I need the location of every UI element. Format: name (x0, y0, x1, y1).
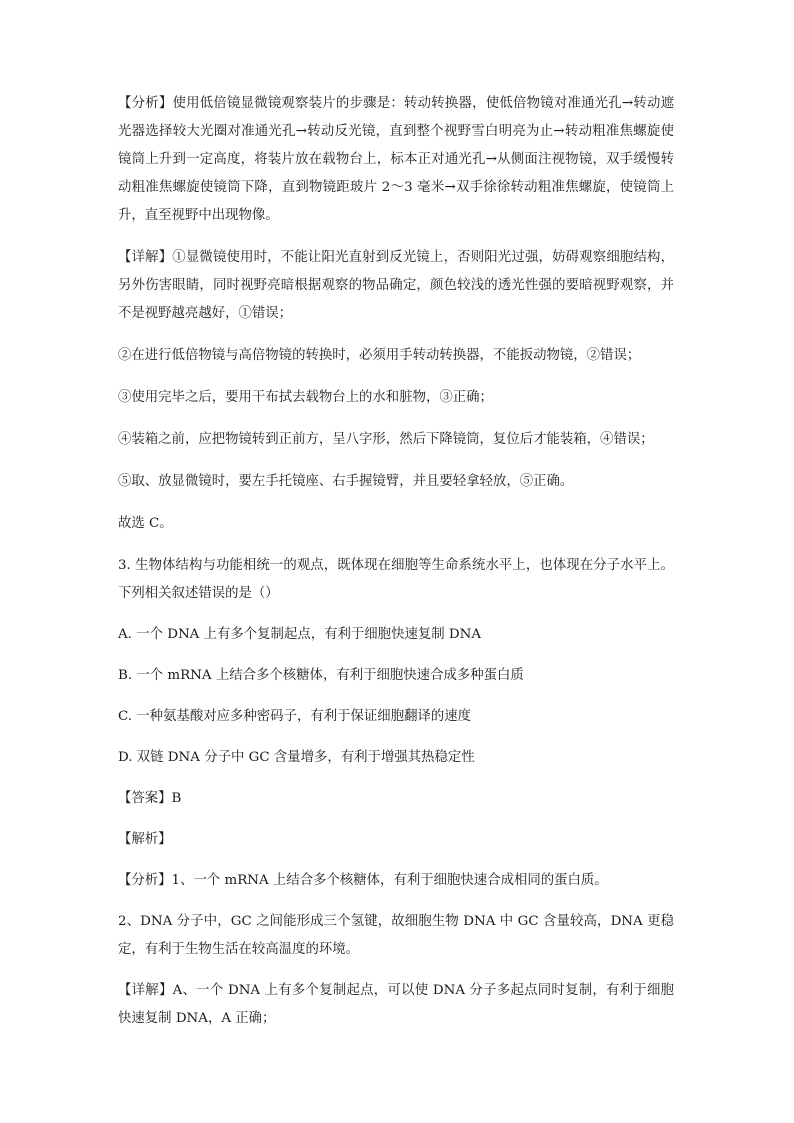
option-b: B. 一个 mRNA 上结合多个核糖体，有利于细胞快速合成多种蛋白质 (118, 668, 524, 683)
analysis-point-2: 2、DNA 分子中，GC 之间能形成三个氢键，故细胞生物 DNA 中 GC 含量较高，DNA 更稳定，有利于生物生活在较高温度的环境。 (118, 914, 674, 957)
detail-option-a: 【详解】A、一个 DNA 上有多个复制起点，可以使 DNA 分子多起点同时复制，有利于细胞快速复制 DNA，A 正确； (118, 983, 674, 1026)
answer-choice-line: 故选 C。 (118, 516, 173, 531)
document-page (118, 90, 674, 1033)
option-c: C. 一种氨基酸对应多种密码子，有利于保证细胞翻译的速度 (118, 709, 472, 724)
analysis-point-1: 【分析】1、一个 mRNA 上结合多个核糖体，有利于细胞快速合成相同的蛋白质。 (118, 873, 608, 888)
question-stem: 3. 生物体结构与功能相统一的观点，既体现在细胞等生命系统水平上，也体现在分子水平上。下列相关叙述错误的是（） (118, 558, 674, 601)
detail-paragraph-1: 【详解】①显微镜使用时，不能让阳光直射到反光镜上，否则阳光过强，妨碍观察细胞结构，另外伤害眼睛，同时视野亮暗根据观察的物品确定，颜色较浅的透光性强的要暗视野观察，并不是视野越亮越好，①错误； (118, 250, 674, 321)
analysis-paragraph: 【分析】使用低倍镜显微镜观察装片的步骤是：转动转换器，使低倍物镜对准通光孔→转动遮光器选择较大光圈对准通光孔→转动反光镜，直到整个视野雪白明亮为止→转动粗准焦螺旋使镜筒上升到一定高度，将装片放在载物台上，标本正对通光孔→从侧面注视物镜，双手缓慢转动粗准焦螺旋使镜筒下降，直到物镜距玻片 2～3 毫米→双手徐徐转动粗准焦螺旋，使镜筒上升，直至视野中出现物像。 (118, 96, 674, 223)
explanation-heading: 【解析】 (118, 832, 172, 847)
detail-paragraph-3: ③使用完毕之后，要用干布拭去载物台上的水和脏物，③正确； (118, 390, 493, 405)
option-a: A. 一个 DNA 上有多个复制起点，有利于细胞快速复制 DNA (118, 627, 482, 642)
detail-paragraph-4: ④装箱之前，应把物镜转到正前方，呈八字形，然后下降镜筒，复位后才能装箱，④错误； (118, 432, 654, 447)
detail-paragraph-5: ⑤取、放显微镜时，要左手托镜座、右手握镜臂，并且要轻拿轻放，⑤正确。 (118, 474, 574, 489)
answer-line: 【答案】B (118, 791, 182, 806)
detail-paragraph-2: ②在进行低倍物镜与高倍物镜的转换时，必须用手转动转换器，不能扳动物镜，②错误； (118, 348, 641, 363)
option-d: D. 双链 DNA 分子中 GC 含量增多，有利于增强其热稳定性 (118, 750, 475, 765)
